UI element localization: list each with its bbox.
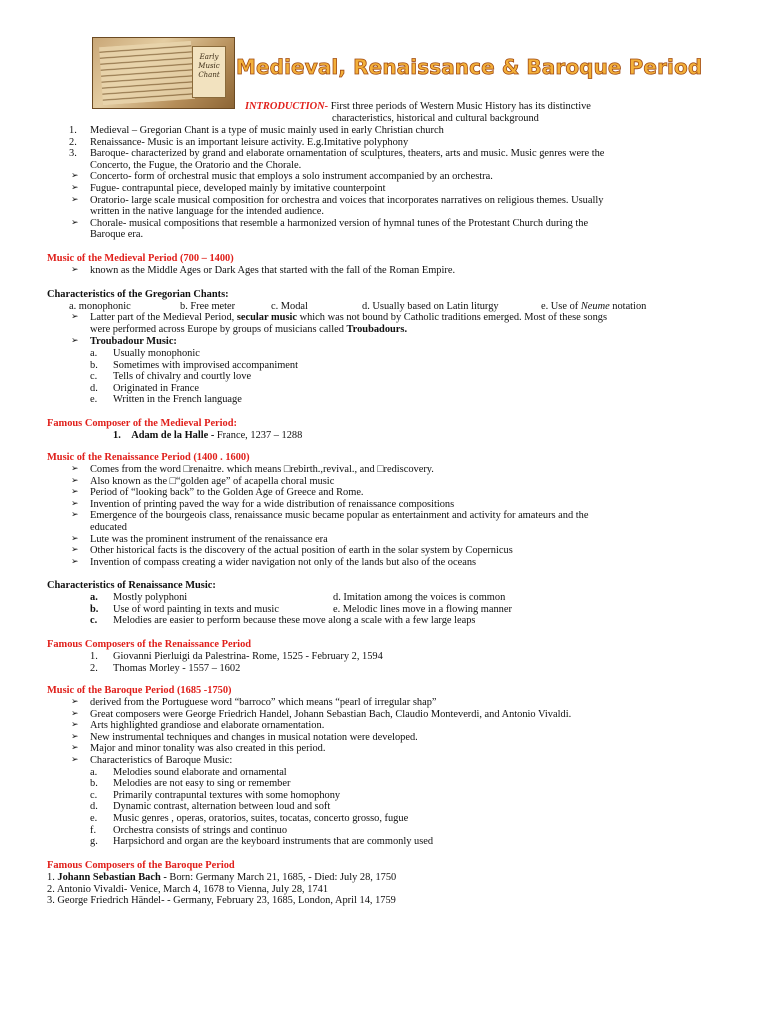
list-letter: d. — [90, 801, 98, 813]
chant-characteristic: b. Free meter — [180, 300, 236, 312]
list-number: 1. — [69, 125, 77, 136]
baroque-char: Music genres , operas, oratorios, suites, tocatas, concerto grosso, fugue — [113, 813, 409, 824]
renaissance-bullet-text: Other historical facts is the discovery of the actual position of earth in the solar system by Copernicus — [90, 545, 513, 557]
bullet-arrow-icon: ➢ — [71, 312, 79, 322]
baroque-bullet-text: Major and minor tonality was also created in this period. — [90, 743, 326, 755]
list-letter: a. — [90, 766, 98, 778]
chants-heading: Characteristics of the Gregorian Chants: — [47, 289, 229, 300]
bullet-arrow-icon: ➢ — [71, 697, 79, 707]
renaissance-bullet-text: Lute was the prominent instrument of the renaissance era — [90, 533, 328, 545]
renaissance-bullet-text: Also known as the □“golden age” of acapella choral music — [90, 475, 335, 487]
list-number: 1. — [47, 872, 58, 883]
baroque-char: Dynamic contrast, alternation between loud and soft — [113, 801, 331, 813]
troubadour-item: Usually monophonic — [113, 348, 200, 359]
bullet-arrow-icon: ➢ — [71, 720, 79, 731]
list-letter: b. — [90, 603, 99, 615]
medieval-bullet: known as the Middle Ages or Dark Ages that started with the fall of the Roman Empire. — [90, 265, 456, 276]
list-number: 2. — [47, 883, 57, 895]
bullet-arrow-icon: ➢ — [71, 487, 79, 498]
chant-characteristic: a. monophonic — [69, 300, 131, 312]
bullet-arrow-icon: ➢ — [71, 475, 79, 486]
baroque-char: Primarily contrapuntal textures with some homophony — [113, 789, 341, 801]
composer-info: Antonio Vivaldi- Venice, March 4, 1678 to Vienna, July 28, 1741 — [56, 883, 329, 895]
troubadour-item: Sometimes with improvised accompaniment — [113, 359, 298, 371]
baroque-composers-heading: Famous Composers of the Baroque Period — [47, 860, 235, 871]
bullet-text: Chorale- musical compositions that resemble a harmonized version of hymnal tunes of the Protestant Church during the — [90, 217, 589, 229]
list-letter: c. — [90, 789, 98, 801]
bullet-arrow-icon: ➢ — [71, 265, 79, 275]
list-letter: c. — [90, 615, 98, 627]
bullet-text: Concerto- form of orchestral music that employs a solo instrument accompanied by an orchestra. — [90, 171, 493, 183]
renaissance-bullet-text: educated — [90, 522, 127, 533]
intro-line — [245, 101, 591, 113]
bullet-arrow-icon: ➢ — [71, 171, 79, 182]
medieval-heading: Music of the Medieval Period (700 – 1400) — [47, 253, 234, 264]
composer-name: Johann Sebastian Bach - — [57, 872, 170, 883]
bullet-text: Oratorio- large scale musical composition for orchestra and voices that incorporates narratives on religious themes. Usually — [90, 194, 604, 206]
baroque-composer — [47, 884, 328, 896]
secular-line-1: Latter part of the Medieval Period, secular music which was not bound by Catholic traditions emerged. Most of these songs — [90, 312, 608, 323]
renaissance-bullet-text: Period of “looking back” to the Golden Age of Greece and Rome. — [90, 487, 364, 499]
bullet-arrow-icon: ➢ — [71, 731, 79, 742]
renaissance-composers-heading: Famous Composers of the Renaissance Period — [47, 639, 252, 650]
bullet-arrow-icon: ➢ — [71, 545, 79, 556]
intro-text: First three periods of Western Music History has its distinctive — [328, 101, 591, 112]
composer-info: Born: Germany March 21, 1685, - Died: July 28, 1750 — [169, 872, 397, 883]
list-letter: b. — [90, 359, 98, 371]
renaissance-char-left: Melodies are easier to perform because these move along a scale with a few large leaps — [113, 615, 476, 627]
troubadour-item: Written in the French language — [113, 394, 242, 406]
renaissance-bullet-text: Invention of printing paved the way for a wide distribution of renaissance compositions — [90, 498, 455, 510]
renaissance-char-right: e. Melodic lines move in a flowing manner — [333, 603, 512, 615]
list-letter: a. — [90, 348, 98, 359]
chant-characteristic: c. Modal — [271, 300, 308, 312]
bullet-text: written in the native language for the intended audience. — [90, 206, 324, 218]
list-number: 3. — [69, 148, 77, 160]
troubadour-heading: Troubadour Music: — [90, 336, 177, 347]
bullet-arrow-icon: ➢ — [71, 498, 79, 509]
list-letter: f. — [90, 824, 97, 836]
bullet-arrow-icon: ➢ — [71, 708, 79, 719]
composer-info: George Friedrich Händel- - Germany, February 23, 1685, London, April 14, 1759 — [57, 895, 396, 907]
renaissance-char-heading: Characteristics of Renaissance Music: — [47, 580, 216, 591]
baroque-char: Melodies are not easy to sing or remember — [113, 778, 291, 790]
page-title: Medieval, Renaissance & Baroque Period — [236, 55, 703, 79]
intro-label: INTRODUCTION- — [245, 101, 329, 112]
intro-text-2: characteristics, historical and cultural background — [332, 113, 539, 124]
list-number: 2. — [69, 136, 77, 148]
baroque-char: Melodies sound elaborate and ornamental — [113, 766, 287, 778]
bullet-arrow-icon: ➢ — [71, 464, 79, 474]
list-item-text: Renaissance- Music is an important leisure activity. E.g.Imitative polyphony — [90, 136, 409, 148]
renaissance-bullet-text: Comes from the word □renaitre. which means □rebirth.,revival., and □rediscovery. — [90, 464, 434, 475]
list-number: 2. — [90, 662, 98, 674]
baroque-bullet-text: derived from the Portuguese word “barroco” which means “pearl of irregular shap” — [90, 697, 437, 708]
renaissance-bullet-text: Emergence of the bourgeois class, renaissance music became popular as entertainment and activity for amateurs and the — [90, 510, 589, 522]
renaissance-composer: Thomas Morley - 1557 – 1602 — [113, 662, 241, 674]
baroque-composer — [47, 872, 396, 884]
baroque-bullet-text: Arts highlighted grandiose and elaborate ornamentation. — [90, 720, 325, 732]
list-letter: e. — [90, 394, 98, 406]
renaissance-composer: Giovanni Pierluigi da Palestrina- Rome, 1525 - February 2, 1594 — [113, 651, 383, 662]
baroque-bullet-text: Characteristics of Baroque Music: — [90, 755, 233, 766]
header-photo — [92, 37, 235, 109]
list-number: 1. — [90, 651, 98, 662]
baroque-char: Harpsichord and organ are the keyboard instruments that are commonly used — [113, 836, 434, 848]
bullet-arrow-icon: ➢ — [71, 217, 79, 228]
baroque-composer — [47, 895, 396, 907]
list-item-text: Concerto, the Fugue, the Oratorio and the Chorale. — [90, 159, 302, 171]
renaissance-bullet-text: Invention of compass creating a wider navigation not only of the lands but also of the oceans — [90, 556, 477, 568]
photo-caption-card: Early Music Chant — [192, 46, 226, 98]
chant-characteristic: d. Usually based on Latin liturgy — [362, 300, 499, 312]
bullet-text: Baroque era. — [90, 229, 144, 241]
troubadour-item: Originated in France — [113, 382, 199, 394]
list-letter: e. — [90, 813, 98, 824]
neume-term: Neume — [580, 300, 610, 312]
list-letter: g. — [90, 836, 98, 848]
bullet-arrow-icon: ➢ — [71, 336, 79, 346]
list-letter: a. — [90, 592, 98, 603]
bullet-arrow-icon: ➢ — [71, 533, 79, 544]
secular-line-2: were performed across Europe by groups of musicians called Troubadours. — [90, 324, 408, 335]
renaissance-char-right: d. Imitation among the voices is common — [333, 592, 506, 603]
baroque-char: Orchestra consists of strings and continuo — [113, 824, 288, 836]
medieval-composer: 1. Adam de la Halle - France, 1237 – 1288 — [113, 430, 303, 441]
chant-characteristic: e. Use of Neume notation — [541, 300, 647, 312]
list-letter: b. — [90, 778, 98, 790]
renaissance-char-left: Use of word painting in texts and music — [113, 603, 279, 615]
baroque-bullet-text: Great composers were George Friedrich Handel, Johann Sebastian Bach, Claudio Monteverdi, and Antonio Vivaldi. — [90, 708, 572, 720]
bullet-arrow-icon: ➢ — [71, 510, 79, 521]
list-number: 3. — [47, 895, 58, 907]
bullet-text: Fugue- contrapuntal piece, developed mainly by imitative counterpoint — [90, 183, 386, 194]
sheet-music-image — [99, 41, 195, 105]
list-item-text: Medieval – Gregorian Chant is a type of music mainly used in early Christian church — [90, 125, 444, 136]
bullet-arrow-icon: ➢ — [71, 743, 79, 754]
bullet-arrow-icon: ➢ — [71, 183, 79, 193]
list-item-text: Baroque- characterized by grand and elaborate ornamentation of sculptures, theaters, arts and music. Music genres were the — [90, 148, 605, 160]
renaissance-char-left: Mostly polyphoni — [113, 592, 188, 603]
renaissance-heading: Music of the Renaissance Period (1400 . 1600) — [47, 452, 250, 463]
medieval-composer-heading: Famous Composer of the Medieval Period: — [47, 418, 237, 429]
baroque-heading: Music of the Baroque Period (1685 -1750) — [47, 685, 232, 696]
list-letter: d. — [90, 382, 98, 394]
list-letter: c. — [90, 371, 98, 383]
notation-text: notation — [609, 300, 647, 312]
troubadour-item: Tells of chivalry and courtly love — [113, 371, 252, 383]
bullet-arrow-icon: ➢ — [71, 556, 79, 567]
bullet-arrow-icon: ➢ — [71, 755, 79, 765]
baroque-bullet-text: New instrumental techniques and changes in musical notation were developed. — [90, 731, 418, 743]
bullet-arrow-icon: ➢ — [71, 194, 79, 205]
